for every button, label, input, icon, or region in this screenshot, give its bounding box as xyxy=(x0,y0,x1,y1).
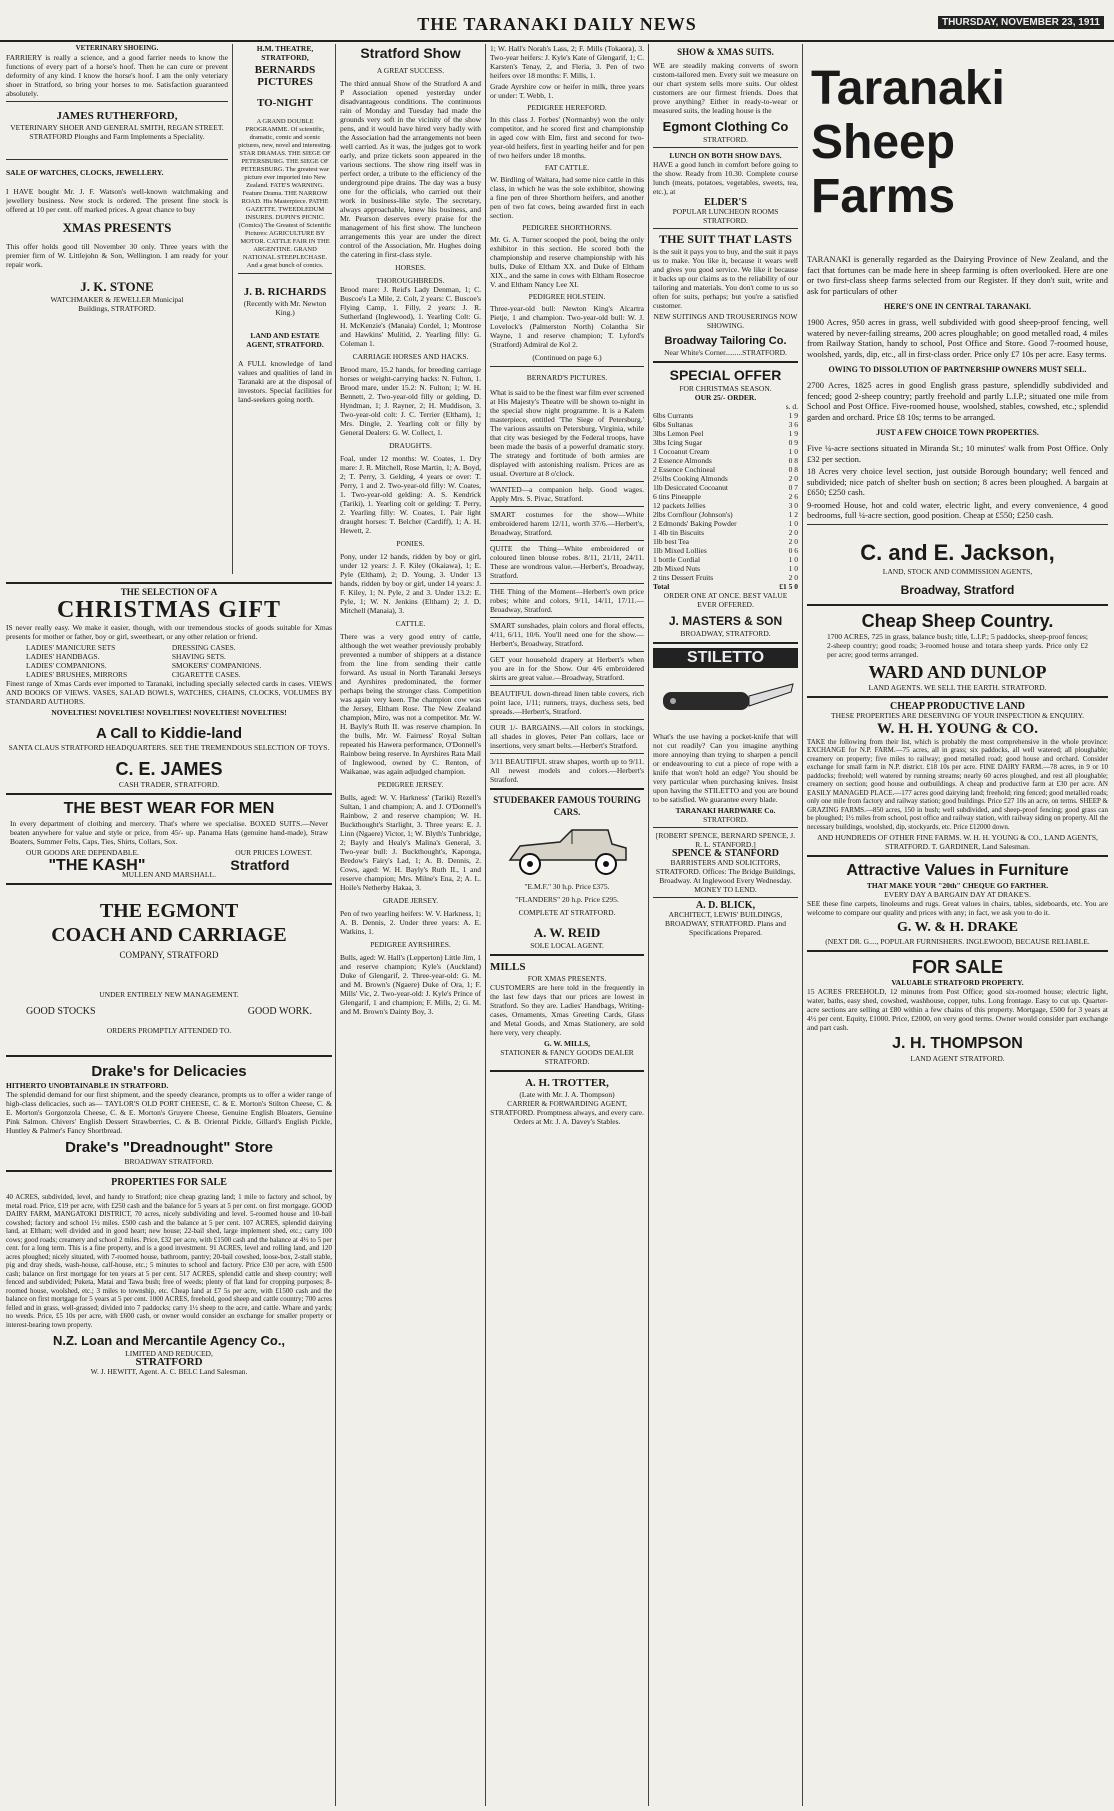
drake-sub: (NEXT DR. G...., POPULAR FURNISHERS. INGLEWOOD, BECAUSE RELIABLE. xyxy=(825,937,1090,946)
watches-heading: SALE OF WATCHES, CLOCKS, JEWELLERY. xyxy=(6,168,164,177)
furniture-heading: Attractive Values in Furniture xyxy=(846,862,1069,879)
spence-pre: [ROBERT SPENCE, BERNARD SPENCE, J. R. L. STANFORD.] xyxy=(655,831,796,849)
complete-at: COMPLETE AT STRATFORD. xyxy=(518,908,616,917)
good-work: GOOD WORK. xyxy=(247,1006,312,1017)
knife-illustration xyxy=(653,670,798,730)
spence-stanford: SPENCE & STANFORD xyxy=(671,848,780,859)
knife-icon xyxy=(653,670,798,730)
hardware-sub: STRATFORD. xyxy=(703,815,748,824)
horses-body: Brood mare: J. Reid's Lady Denman, 1; C. Buscoe's La Mile, 2. Colt, 2 years: C. Buscoe's Flying Camp, 1. Filly, 2 years: J. R. Sutherland (Inglewood), 1. Yearling Colt: G. H. McKenzie's (Manaia) Cordel, 1; Montrose and Hawkins' Mulitid, 2. Yearling filly: G. Coleman 1. xyxy=(340,285,481,348)
grocery-item xyxy=(653,447,798,456)
egmont-clothing: Egmont Clothing Co xyxy=(662,119,789,134)
taranaki-heading: Taranaki xyxy=(811,62,1005,115)
egmont-clothing-sub: STRATFORD. xyxy=(703,135,748,144)
grocery-item xyxy=(653,528,798,537)
grocery-item-name: 2 tins Dessert Fruits xyxy=(653,573,714,582)
grocery-item-price: 2 0 xyxy=(788,573,798,582)
drake-name: G. W. & H. DRAKE xyxy=(897,920,1018,935)
smart-ad: THE Thing of the Moment—Herbert's own price robes; white and colors, 9/11, 14/11, 17/11.—Broadway, Stratford. xyxy=(490,587,644,614)
special-sub: FOR CHRISTMAS SEASON. xyxy=(679,384,772,393)
thompson-name: J. H. THOMPSON xyxy=(892,1035,1023,1052)
grocery-item-price: 0 9 xyxy=(788,438,798,447)
stone-name: J. K. STONE xyxy=(80,279,154,294)
furniture-sub-1: THAT MAKE YOUR "20th" CHEQUE GO FARTHER. xyxy=(866,881,1049,890)
cattle-body: There was a very good entry of cattle, although the wet weather previously probably prevented a number of shippers at a distance from the line from sending their cattle forward. As usual in North Taranaki Jerseys and Ayrshires predominated, the former perhaps being the stronger class. Competition was again very keen. The champion cow was the Jersey, Eltham Rose. The New Zealand champion, Miro, was not a competitor. Mr. W. H. Bayly's Ruth II. was reserve champion. In the bulls, Mr. W. Fairness' Royal Sultan repeated his Hawera performance, O'Donnell's Rainbow being reserve. In Ayrshires Rata Mail of Inglewood, owned by C. Renton, of Waikanae, was again adjudged champion. xyxy=(340,632,481,776)
broadway-address: Near White's Corner.........STRATFORD. xyxy=(664,348,787,357)
xmas-presents-heading: XMAS PRESENTS xyxy=(62,220,172,235)
mills-name: G. W. MILLS, xyxy=(543,1039,591,1048)
goods-dependable: OUR GOODS ARE DEPENDABLE. xyxy=(26,848,139,857)
delicacies-body: The splendid demand for our first shipment, and the speedy clearance, prompts us to offer a wider range of high-class delicacies, such as— TAYLOR'S OLD PORT CHEESE, C. & E. Morton's Stilton Cheese, C. & E. Morton's Gorgonzola Cheese, C. & E. Morton's Gruyere Cheese, Genuine English Bloaters, Genuine Pink Salmon. Chivers' English Dessert Strawberries, C. & B. Oriental Pickle, Gillard's English Pickle, Huntley & Palmer's Fancy Shortbread. xyxy=(6,1090,332,1135)
richards-name: J. B. RICHARDS xyxy=(243,286,327,298)
grocery-item-price: 0 6 xyxy=(788,546,798,555)
new-management: UNDER ENTIRELY NEW MANAGEMENT. xyxy=(99,990,239,999)
mills-sub: FOR XMAS PRESENTS. xyxy=(527,974,607,983)
trotter-sub: (Late with Mr. J. A. Thompson) xyxy=(519,1090,615,1099)
grocery-item-price: 2 0 xyxy=(788,537,798,546)
gift-body: IS never really easy. We make it easier, though, with our tremendous stocks of goods suitable for Xmas presents for mother or father, boy or girl, sweetheart, or any other relation or friend. xyxy=(6,623,332,641)
grade-ayrshire: Grade Ayrshire cow or heifer in milk, three years or under: T. Webb, 1. xyxy=(490,82,644,100)
ward-dunlop: WARD AND DUNLOP xyxy=(868,661,1047,682)
gift-item: DRESSING CASES. xyxy=(171,643,236,652)
grocery-item-name: 1 bottle Cordial xyxy=(653,555,701,564)
grocery-item-price: 1 9 xyxy=(788,411,798,420)
column-rule xyxy=(232,44,233,574)
sheep-farms-heading: Sheep Farms xyxy=(811,116,956,223)
grocery-item-name: 6lbs Currants xyxy=(653,411,694,420)
prices-lowest: OUR PRICES LOWEST. xyxy=(235,848,312,857)
young-body: TAKE the following from their list, which is probably the most comprehensive in the whole province: EXCHANGE for N.P. FARM.—75 acres, all in grass; six paddocks, all well watered; all ploughable; creamery on property; five miles to railway; good metalled road; good house and orchard. Consider exchange for small farm in N.P. district. £18 10s per acre. FINE DAIRY FARM.—78 acres, in 9 or 10 paddocks; freehold; well watered by running streams; nearly 60 acres ploughed, and rest all ploughable; creamery on section; good house and outbuildings. A cheap and productive farm at £30 per acre. AN EASILY MANAGED PLACE.—177 acres good dairying land; freehold; ring fenced; good metalled roads; only one mile from factory and railway station; good buildings. Price £27 10s an acre, on terms. SHEEP & GRAZING FARMS.—850 acres, 150 in bush; well subdivided, and sheep-proof fencing; good grass can be ploughed; 1½ miles from school, post office and railway station, with railway siding on property. All the necessary buildings, woolshed, dip, stockyards, etc. Price £12000 down. xyxy=(807,737,1108,831)
properties-body: 40 ACRES, subdivided, level, and handy to Stratford; nice cheap grazing land; 1 mile to factory and school, by metal road. Price, £19 per acre, with £250 cash and the balance for 5 years at 5 per cent. on first mortgage. GOOD DAIRY FARM, MANGATOKI DISTRICT, 70 acres, nicely subdividing and level. 5-roomed house and 10-bail cowshed; factory and school 1½ miles. £500 cash and the balance at 5 per cent. 107 ACRES, splendid dairying land, at Eltham; well divided and in good heart; new house; 22-bail shed, large implement shed, etc.; carry 100 cows; good roads; creamery and school 2 miles. Price, £32 per acre, with £1500 cash and the balance at 4½ to 5 per cent. for a long term. This is a fine property, and is a good investment. 91 ACRES, level and rolling land, and 120 acres ploughed; nicely situated, with 7-roomed house, bathroom, pantry; 20-bail cowshed, loose-box, 2-stall stable, pig and dray sheds, wash-house, calf-house, etc.; 5 minutes to school and factory. Price £30 per acre, with £500 cash; balance on first mortgage for ten years at 5 per cent. 517 ACRES, splendid cattle and sheep country; well fenced and subdivided; Puketa, Matai and Tawa bush; free of weeds; plenty of flat land for cropping purposes; 8-roomed house, woolshed, etc.; 3 miles to township, etc. Cheap land at £7 5s per acre, with £1500 cash and the balance on first mortgage for 5 years at 5 per cent. 1000 ACRES, freehold, good sheep and cattle country; 700 acres felled and in grass, well-grassed; divided into 7 paddocks; carry 1½ sheep to the acre, and cattle. Whare and yards; no weeds. Price, £5 10s per acre, with £600 cash, or owner would consider an exchange for smaller property or interest-bearing town property. xyxy=(6,1193,332,1329)
thoroughbreds-heading: THOROUGHBREDS. xyxy=(376,276,445,285)
nz-agents: W. J. HEWITT, Agent. A. C. BELC Land Salesman. xyxy=(90,1367,248,1376)
for-sale: FOR SALE xyxy=(911,957,1003,977)
column-5 xyxy=(653,44,798,1806)
young-footer: AND HUNDREDS OF OTHER FINE FARMS. W. H. H. YOUNG & CO., LAND AGENTS, STRATFORD. T. GARDINER, Land Salesman. xyxy=(817,833,1098,851)
spence-sub: BARRISTERS AND SOLICITORS, STRATFORD. Offices: The Bridge Buildings, Broadway. At Inglewood Every Wednesday. MONEY TO LEND. xyxy=(655,858,796,894)
best-wear-body: In every department of clothing and mercery. That's where we specialise. BOXED SUITS.—Never beaten anywhere for value and style or price, from 45/- up. Panama Hats (genuine hand-made), Straw Boaters, Summer Felts, Caps, Ties, Shirts, Collars, Sox. xyxy=(10,819,328,846)
grade-jersey-heading: GRADE JERSEY. xyxy=(382,896,439,905)
kash-stratford: Stratford xyxy=(230,857,290,873)
column-rule xyxy=(335,44,336,1806)
hardware-name: TARANAKI HARDWARE Co. xyxy=(675,806,776,815)
studebaker-heading: STUDEBAKER FAMOUS TOURING CARS. xyxy=(493,795,641,817)
grocery-item xyxy=(653,564,798,573)
col4-top-body: 1; W. Hall's Norah's Lass, 2; F. Mills (Tokaora), 3. Two-year heifers: J. Kyle's Kate of Glengarif, 1; C. Karsten's Tenay, 2, and Fleria, 3. Pen of two heifers over 18 months: F. Mills, 1. xyxy=(490,44,644,80)
column-1 xyxy=(6,44,228,574)
grocery-item xyxy=(653,483,798,492)
stiletto-heading: STILETTO xyxy=(653,648,798,668)
show-xmas-suits: SHOW & XMAS SUITS. xyxy=(677,47,774,57)
masters-address: BROADWAY, STRATFORD. xyxy=(680,629,771,638)
ce-james: C. E. JAMES xyxy=(115,759,223,779)
grocery-item xyxy=(653,555,798,564)
column-rule xyxy=(485,44,486,1806)
smart-ad: QUITE the Thing—White embroidered or coloured linen blouse robes. 8/11, 21/11, 24/11. These are wondrous value.—Herbert's, Broadway, Stratford. xyxy=(490,544,644,580)
special-offer: SPECIAL OFFER xyxy=(669,367,782,383)
jackson-name: C. and E. Jackson, xyxy=(860,539,1055,565)
mills-heading: MILLS xyxy=(490,961,526,973)
grocery-item-name: 1 Cocoanut Cream xyxy=(653,447,710,456)
land-estate-agent: LAND AND ESTATE AGENT, STRATFORD. xyxy=(246,331,324,349)
nz-stratford: STRATFORD xyxy=(135,1356,203,1368)
town-1: Five ¼-acre sections situated in Miranda St.; 10 minutes' walk from Post Office. Only £32 per section. xyxy=(807,443,1108,464)
nz-loan-heading: N.Z. Loan and Mercantile Agency Co., xyxy=(52,1333,286,1348)
grocery-item xyxy=(653,411,798,420)
column-rule xyxy=(802,44,803,1806)
cattle-heading: CATTLE. xyxy=(395,619,426,628)
jersey-body: Bulls, aged: W. V. Harkness' (Tariki) Rezell's Sultan, 1 and champion; A. and J. O'Donnell's Rainbow, 2 and reserve champion; W. H. Buckthought's Starlight, 3. Three years: E. J. Linn (Ngaere) Victor, 1; W. Blyth's Tunbridge, 2; Bayly and Healy's Malina's General, 3. Two-year bull: J. Buckthought's, Kaponga, Bredow's Fairy's Lad, 1; A. B. Dennis, 2. Cows, aged: W. H. Bayly's Ruth II., 1 and reserve champion; Mrs. Milne's Ena, 2; A. L. Hoile's Netherby Hakaa, 3. xyxy=(340,793,481,892)
grocery-item-name: 1lb Mixed Lollies xyxy=(653,546,707,555)
pedigree-jersey-heading: PEDIGREE JERSEY. xyxy=(377,780,444,789)
ce-james-sub: CASH TRADER, STRATFORD. xyxy=(118,780,220,789)
grocery-item-name: 3lbs Icing Sugar xyxy=(653,438,703,447)
rutherford-name: JAMES RUTHERFORD, xyxy=(56,110,178,122)
flanders-price: "FLANDERS" 20 h.p. Price £295. xyxy=(515,895,619,904)
ward-dunlop-sub: LAND AGENTS. WE SELL THE EARTH. STRATFORD. xyxy=(868,682,1047,692)
grocery-item-name: 12 packets Jellies xyxy=(653,501,706,510)
valuable-property: VALUABLE STRATFORD PROPERTY. xyxy=(891,978,1024,987)
kash-row xyxy=(6,857,332,874)
gift-items xyxy=(6,643,332,679)
vet-shoeing-heading: VETERINARY SHOEING. xyxy=(75,44,159,52)
watches-body: I HAVE bought Mr. J. F. Watson's well-known watchmaking and jewellery business. New stock is ordered. The present fine stock is offered at 10 per cent. off marked prices. A great chance to buy xyxy=(6,187,228,214)
smart-ad: 3/11 BEAUTIFUL straw shapes, worth up to 9/11. All newest models and colors.—Herbert's Stratford. xyxy=(490,757,644,784)
jackson-sub: LAND, STOCK AND COMMISSION AGENTS, xyxy=(882,566,1033,576)
grocery-item xyxy=(653,573,798,582)
suits-body: WE are steadily making converts of sworn custom-tailored men. Every suit we measure on our chart system sells more suits. Our oldest customers are our firmest friends. Does that prove anything? Either in ready-to-wear or measured suits, the leading house is the xyxy=(653,61,798,115)
column-6 xyxy=(807,44,1108,1806)
kiddie-land-sub: SANTA CLAUS STRATFORD HEADQUARTERS. SEE THE TREMENDOUS SELECTION OF TOYS. xyxy=(8,743,330,752)
elders-sub: POPULAR LUNCHEON ROOMS STRATFORD. xyxy=(672,207,779,225)
bernards-pictures-body: What is said to be the finest war film ever screened at His Majesty's Theatre will be shown to-night in the special show night programme. It is a Kalem masterpiece, entitled 'The Siege of Petersburg.' The various assaults on Petersburg, Virginia, while that city was besieged by the Federal troops, have been made the basis of a powerful dramatic story. The strategy and fortitude of both armies are displayed with astonishing realism. Prices are as usual. Overture at 8 o'clock. xyxy=(490,388,644,478)
lunch-heading: LUNCH ON BOTH SHOW DAYS. xyxy=(669,151,782,160)
car-illustration xyxy=(500,822,634,878)
suit-that-lasts-body: is the suit it pays you to buy, and the suit it pays us to make. You like it, because it wears well and gives you good service. We like it because it backs up our claims as to the reliability of our tailoring and materials. You don't come to us so often for suits, perhaps; but you're a satisfied customer. xyxy=(653,247,798,310)
carriage-body: Brood mare, 15.2 hands, for breeding carriage horses or weight-carrying hacks: N. Fulton, 1. Brood mare, under 15.2: N. Fulton; 1; W. H. Bennett, 2. Two-year-old filly or gelding, D. Hyndman, 1; J. Rayner, 2; H. Muddison, 3. Two-year-old colt: J. C. Terrier (Eltham), 1; Mrs. Dingle, 2. Yearling colt or filly by General Dealers: G. W. Collect, 1. xyxy=(340,365,481,437)
broadway-tailoring: Broadway Tailoring Co. xyxy=(664,335,787,347)
reid-sub: SOLE LOCAL AGENT. xyxy=(530,941,604,950)
town-3: 9-roomed House, hot and cold water, electric light, and every convenience, 4 good bedrooms, full ¼-acre section, good position. Cheap at £550; £250 cash. xyxy=(807,499,1108,520)
grocery-item xyxy=(653,546,798,555)
mills-body: CUSTOMERS are here told in the frequently in the last few days that our prices are lowest in Stratford. So they are. Ladies' Handbags, Writing-cases, Ornaments, Xmas Greeting Cards, Glass and Metal Goods, and Xmas Stationery, are sold here very, very cheaply. xyxy=(490,983,644,1037)
smart-ad: OUR 1/- BARGAINS.—All colors in stockings, all shades in gloves, Peter Pan collars, lace or insertions, very smart belts.—Herbert's Stratford. xyxy=(490,723,644,750)
gift-item: LADIES' COMPANIONS. xyxy=(26,661,107,670)
drakes-delicacies: Drake's for Delicacies xyxy=(91,1063,247,1080)
grocery-item-price: 0 7 xyxy=(788,483,798,492)
grocery-item xyxy=(653,438,798,447)
grocery-item xyxy=(653,537,798,546)
bernards-pictures-heading: BERNARD'S PICTURES. xyxy=(526,373,608,382)
masthead xyxy=(0,0,1114,42)
ponies-heading: PONIES. xyxy=(396,539,425,548)
grocery-item xyxy=(653,492,798,501)
grocery-item xyxy=(653,510,798,519)
draughts-heading: DRAUGHTS. xyxy=(389,441,432,450)
stocks-work xyxy=(6,999,332,1016)
kiddie-land-heading: A Call to Kiddie-land xyxy=(95,725,243,742)
grocery-item-price: 1 0 xyxy=(788,564,798,573)
ayrshire-body: Bulls, aged: W. Hall's (Lepperton) Little Jim, 1 and reserve champion; Kyle's (Auckland) Duke of Glengarif, 2. Three-year-old: G. M. and M. Brown's (Ngaere) Duke of Ora, 1; F. Mills' Vic, 2. Two-year-old: J. Kyle's Prince of Glengarif, 1 and champion; F. Mills, 2; G. M. and M. Brown's Dainty Boy, 3. xyxy=(340,953,481,1016)
thompson-sub: LAND AGENT STRATFORD. xyxy=(910,1054,1005,1063)
blick-sub: ARCHITECT, LEWIS' BUILDINGS, BROADWAY, STRATFORD. Plans and Specifications Prepared. xyxy=(664,910,787,937)
farm-1: 1900 Acres, 950 acres in grass, well subdivided with good sheep-proof fencing, well watered by never-failing streams, 200 acres ploughable; on good metalled road, 4 miles from Railway Station, handy to school, Post Office and Store. Good 7-roomed house, woolshed, yards, dip, etc., all in first-class order. Price only £7 10s per acre. Easy terms. xyxy=(807,317,1108,359)
smart-ad: SMART costumes for the show—White embroidered harem 12/11, worth 37/6.—Herbert's, Broadway, Stratford. xyxy=(490,510,644,537)
ponies-body: Pony, under 12 hands, ridden by boy or girl, under 12 years: J. F. Kiley (Okaiawa), 1; E. Pyle (Eltham), 2; D. Young, 3. Under 13 hands, ridden by boy or girl, under 14 years: J. F. Kiley, 1; N. Pyle, 2 and 3. Under 13.2: E. Pyle, 1; W. N. Jenkins (Eltham) 2; J. D. Mitchell (Manaia), 3. xyxy=(340,552,481,615)
grocery-header: s. d. xyxy=(785,402,798,411)
selection-heading: THE SELECTION OF A xyxy=(120,587,218,597)
column-2 xyxy=(238,44,332,574)
wanted-ad: WANTED—a companion help. Good wages. Apply Mrs. S. Pivac, Stratford. xyxy=(490,485,644,503)
jackson-address: Broadway, Stratford xyxy=(900,582,1015,597)
furniture-sub-2: EVERY DAY A BARGAIN DAY AT DRAKE'S. xyxy=(884,890,1031,899)
cheap-land: CHEAP PRODUCTIVE LAND xyxy=(889,700,1025,712)
grocery-item xyxy=(653,465,798,474)
fat-cattle-heading: FAT CATTLE. xyxy=(544,163,590,172)
smart-ad: BEAUTIFUL down-thread linen table covers, rich point lace, 1/11; runners, trays, duchess sets, bed spreads.—Herbert's, Stratford. xyxy=(490,689,644,716)
gift-item: LADIES' BRUSHES, MIRRORS xyxy=(26,670,128,679)
for-sale-body: 15 ACRES FREEHOLD, 12 minutes from Post Office; good six-roomed house; electric light, water, baths, easy shed, cowshed, washhouse, copper, tubs. Long frontage. Easy to cut up. Quarter-acre sections are selling at £80 within a few chains of this property. Mortgage, £500 for 3 years at 4½ per cent. Equity, £1000. Price, £2000, on very good terms. Owner would consider part exchange and part cash. xyxy=(807,987,1108,1032)
grocery-item-price: 3 0 xyxy=(788,501,798,510)
kash-sub: MULLEN AND MARSHALL. xyxy=(122,870,216,879)
masters-name: J. MASTERS & SON xyxy=(668,614,783,628)
horses-heading: HORSES. xyxy=(395,263,426,272)
grocery-item xyxy=(653,501,798,510)
hereford-heading: PEDIGREE HEREFORD. xyxy=(527,103,607,112)
smart-ad: GET your household drapery at Herbert's when you are in for the Show. Our 4/6 embroidered skirts are great value.—Broadway, Stratford. xyxy=(490,655,644,682)
grocery-item-name: 2 Essence Almonds xyxy=(653,456,712,465)
furniture-body: SEE these fine carpets, linoleums and rugs. Great values in chairs, tables, sideboards, etc. You are welcome to compare our quality and prices with any; in fact, we ask you to do it. xyxy=(807,899,1108,917)
bottom-left-block xyxy=(6,578,332,1804)
grocery-item-name: 2 Edmonds' Baking Powder xyxy=(653,519,737,528)
grocery-item xyxy=(653,456,798,465)
grocery-item-name: 1 4lb tin Biscuits xyxy=(653,528,705,537)
grocery-item-price: 2 0 xyxy=(788,528,798,537)
grocery-item-name: 6 tins Pineapple xyxy=(653,492,701,501)
grocery-item-name: 1lb Desiccated Cocoanut xyxy=(653,483,728,492)
gift-item: LADIES' HANDBAGS. xyxy=(26,652,100,661)
grocery-item xyxy=(653,429,798,438)
order-note: ORDER ONE AT ONCE. BEST VALUE EVER OFFERED. xyxy=(663,591,788,609)
egmont-coach-3: COMPANY, STRATFORD xyxy=(119,950,219,960)
dreadnought-sub: BROADWAY STRATFORD. xyxy=(124,1157,214,1166)
draughts-body: Foal, under 12 months: W. Coates, 1. Dry mare: J. R. Mitchell, Rose Martin, 1; A. Boyd, 2; T. Perry, 3. Gelding, 4 years or over: T. Perry, 1 and 2. Two-year-old filly: W. Coates, 1. Two-year-old gelding: A. S. Kendrick (Tariki), 1. Yearling colt or gelding: T. Perry, 2. Yearling filly: W. Coates, 1. Pair light draught horses: T. Belcher (Cardiff), 1; A. H. Hewett, 2. xyxy=(340,454,481,535)
holstein-heading: PEDIGREE HOLSTEIN. xyxy=(528,292,606,301)
carriage-heading: CARRIAGE HORSES AND HACKS. xyxy=(352,352,469,361)
tonight: TO-NIGHT xyxy=(256,97,314,109)
suit-that-lasts: THE SUIT THAT LASTS xyxy=(659,232,792,246)
grocery-item-price: 1 0 xyxy=(788,519,798,528)
goods-prices xyxy=(6,848,332,857)
gift-item: CIGARETTE CASES. xyxy=(171,670,241,679)
christmas-gift-heading: CHRISTMAS GIFT xyxy=(56,597,282,623)
mills-address: STATIONER & FANCY GOODS DEALER STRATFORD. xyxy=(500,1048,634,1066)
column-4 xyxy=(490,44,644,1806)
egmont-coach-1: THE EGMONT xyxy=(99,900,239,922)
gift-item: SHAVING SETS. xyxy=(171,652,226,661)
blick-name: A. D. BLICK, xyxy=(695,900,756,911)
grocery-item-name: 2 Essence Cochineal xyxy=(653,465,716,474)
show-body: The third annual Show of the Stratford A and P Association opened yesterday under disadvantageous conditions. The continuous rain of Monday and Tuesday had made the grounds very soft in the vicinity of the show pens, and it would have hired very badly with the Association had the arrangements not been well carried. As it was, the judges got to work early, and prize tickets soon appeared in the various sections. The show ring itself was in perfect order, a tribute to the efficiency of the underground pipe drains. The day was a busy one for the officials, who carried out their work in business-like style. The secretary, always approachable, knew his business, and Mr. Pearson deserves every praise for the management of his first show. The luncheon arrangements this year are under the direct control of the Association, Mr. Hughes doing the catering in first-class style. xyxy=(340,79,481,259)
grocery-item-price: 3 6 xyxy=(788,420,798,429)
dissolution: OWING TO DISSOLUTION OF PARTNERSHIP OWNERS MUST SELL. xyxy=(828,365,1087,374)
grocery-list xyxy=(653,411,798,582)
richards-sub: (Recently with Mr. Newton King.) xyxy=(243,299,327,317)
hereford-body: In this class J. Forbes' (Normanby) won the only competitor, and he scored first and championship in aged cow with Elm, first and second for two-year-old heifers, first in yearling heifer and for pen of two heifers under 18 months. xyxy=(490,115,644,160)
grocery-item-price: 1 9 xyxy=(788,429,798,438)
grocery-item-name: 2½lbs Cooking Almonds xyxy=(653,474,728,483)
town-properties: JUST A FEW CHOICE TOWN PROPERTIES. xyxy=(876,428,1039,437)
good-stocks: GOOD STOCKS xyxy=(26,1006,96,1017)
lunch-body: HAVE a good lunch in comfort before going to the show. Ready from 10.30. Complete course lunch (meats, potatoes, vegetables, sweets, tea, etc.), at xyxy=(653,160,798,196)
rutherford-body: VETERINARY SHOER AND GENERAL SMITH, REGAN STREET. STRATFORD Ploughs and Farm Implements a Speciality. xyxy=(10,123,224,141)
order-line: OUR 25/- ORDER. xyxy=(694,393,757,402)
cheap-sheep-body: 1700 ACRES, 725 in grass, balance bush; title, L.I.P.; 5 paddocks, sheep-proof fences; 2-sheep country; good roads; 3-roomed house and totara sheep yards. Price only £2 per acre; good terms arranged. xyxy=(827,631,1088,659)
vet-shoeing-body: FARRIERY is really a science, and a good farrier needs to know the functions of every part of a horse's hoof. Then he can cure or prevent deformity of any kind. I know the horse's hoof. I am the only veteriary shoer in Stratford, so bring your horses to me. Satisfaction guaranteed absolutely. xyxy=(6,53,228,98)
elders-name: ELDER'S xyxy=(704,197,747,208)
gift-item: SMOKERS' COMPANIONS. xyxy=(171,661,262,670)
bernards-pictures: BERNARDS PICTURES xyxy=(254,64,316,88)
taranaki-intro: TARANAKI is generally regarded as the Dairying Province of New Zealand, and the fact that fortunes can be made here in sheep farming is often overlooked. Here are one or two first-class sheep farms selected from our Register. If they don't suit, write and ask for particulars of other xyxy=(807,254,1108,296)
grocery-item-price: 1 0 xyxy=(788,555,798,564)
grocery-item-price: 2 6 xyxy=(788,492,798,501)
xmas-presents-body: This offer holds good till November 30 only. Three years with the premier firm of W. Littlejohn & Son, Wellington. I am ready for your repair work. xyxy=(6,242,228,269)
grocery-item-price: 0 8 xyxy=(788,456,798,465)
best-wear-heading: THE BEST WEAR FOR MEN xyxy=(63,800,275,817)
cheap-sheep: Cheap Sheep Country. xyxy=(861,610,1054,631)
newspaper-title: THE TARANAKI DAILY NEWS xyxy=(417,14,697,34)
stratford-show-heading: Stratford Show xyxy=(360,45,461,61)
gift-body-2: Finest range of Xmas Cards ever imported to Taranaki, including specially selected cards in cases. VIEWS AND BOOKS OF VIEWS. VASES, SALAD BOWLS, WATCHES, CHAINS, CLOCKS, VOLUMES BY STANDARD AUTHORS. xyxy=(6,679,332,706)
cheap-land-sub: THESE PROPERTIES ARE DESERVING OF YOUR INSPECTION & ENQUIRY. xyxy=(831,710,1084,720)
grocery-item-price: 0 8 xyxy=(788,465,798,474)
grocery-item xyxy=(653,420,798,429)
reid-name: A. W. REID xyxy=(533,925,601,940)
grocery-item-name: 2lbs Cornflour (Johnson's) xyxy=(653,510,733,519)
car-icon xyxy=(500,822,634,878)
here-one: HERE'S ONE IN CENTRAL TARANAKI. xyxy=(883,302,1032,311)
nz-limited: LIMITED AND REDUCED, xyxy=(125,1349,213,1358)
grocery-total xyxy=(653,582,798,591)
fat-cattle-body: W. Birdling of Waitara, had some nice cattle in this class, in which he was the sole exhibitor, showing a fine pen of three Shorthorn heifers, and another pen of two fat cows, being awarded first in each section. xyxy=(490,175,644,220)
holstein-body: Three-year-old bull: Newton King's Alcartra Pietje, 1 and champion. Two-year-old bull: W. J. Lovelock's (Palmerston North) Colantha Sir Wayne, 1 and reserve champion; T. Lyford's (Stratford) Admiral de Kol 2. xyxy=(490,304,644,349)
grocery-item-name: 3lbs Lemon Peel xyxy=(653,429,704,438)
properties-heading: PROPERTIES FOR SALE xyxy=(111,1177,227,1188)
the-kash: "THE KASH" xyxy=(48,857,146,874)
grocery-item-name: 6lbs Sultanas xyxy=(653,420,693,429)
grocery-item-price: 1 2 xyxy=(788,510,798,519)
column-3 xyxy=(340,44,481,1806)
new-suitings: NEW SUITINGS AND TROUSERINGS NOW SHOWING. xyxy=(653,312,798,330)
shorthorns-heading: PEDIGREE SHORTHORNS. xyxy=(522,223,612,232)
young-name: W. H. H. YOUNG & CO. xyxy=(877,720,1038,737)
grocery-item-name: 1lb best Tea xyxy=(653,537,689,546)
programme-text: A GRAND DOUBLE PROGRAMME. Of scientific, dramatic, comic and scenic pictures, new, novel and interesting. STAR DRAMAS. THE SIEGE OF PETERSBURG. THE SIEGE OF PETERSBURG. The greatest war picture ever imported into New Zealand. FATE'S WARNING. Feature Drama. THE NARROW ROAD. His Masterpiece. PATHE GAZETTE. TWEEDLEDUM INSURES. DUPIN'S PICNIC. (Comics) The Greatest of Scientific Pictures: AGRICULTURE BY MOTOR. CATTLE FAIR IN THE ARGENTINE. GRAND NATIONAL STEEPLECHASE. And a great bunch of comics. xyxy=(238,118,332,269)
issue-date: THURSDAY, NOVEMBER 23, 1911 xyxy=(938,16,1104,29)
richards-body: A FULL knowledge of land values and qualities of land in Taranaki are at the disposal of investors. Special facilities for land-seekers going north. xyxy=(238,359,332,404)
stiletto-body: What's the use having a pocket-knife that will not cut readily? Can you imagine anything more annoying than trying to sharpen a pencil or endeavouring to cut a piece of rope with a knife that won't hold an edge? You should be very particular when purchasing knives. Insist upon having the STILETTO and you are bound to be satisfied. We guarantee every blade. xyxy=(653,732,798,804)
hitherto: HITHERTO UNOBTAINABLE IN STRATFORD. xyxy=(6,1081,169,1090)
shorthorns-body: Mr. G. A. Turner scooped the pool, being the only exhibitor in this section. He scored both the championship and reserve championship with his bulls, Duke of Eltham XX. and Duke of Eltham XIX., and the same in cows with Eltham Rosecroe V. and Eltham Nancy Lee XI. xyxy=(490,235,644,289)
farm-2: 2700 Acres, 1825 acres in good English grass pasture, splendidly subdivided and fenced; good 2-sheep country; partly freehold and partly L.I.P.; situated one mile from School and Post Office. Five-roomed house, woolshed, stables, cowshed, etc.; splendid garden and orchard. Price £8 10s; terms to be arranged. xyxy=(807,380,1108,422)
stone-address: WATCHMAKER & JEWELLER Municipal Buildings, STRATFORD. xyxy=(50,295,184,313)
total-value: £1 5 0 xyxy=(779,582,798,591)
total-label: Total xyxy=(653,582,670,591)
smart-ad: SMART sunshades, plain colors and floral effects, 4/11, 6/11, 10/6. You'll need one for the show.—Herbert's, Broadway, Stratford. xyxy=(490,621,644,648)
ayrshire-heading: PEDIGREE AYRSHIRES. xyxy=(370,940,451,949)
column-rule xyxy=(648,44,649,1806)
grocery-item xyxy=(653,519,798,528)
grocery-item-name: 2lb Mixed Nuts xyxy=(653,564,701,573)
gift-item: LADIES' MANICURE SETS xyxy=(26,643,116,652)
theatre-heading: H.M. THEATRE, STRATFORD, xyxy=(256,44,314,62)
novelties-line: NOVELTIES! NOVELTIES! NOVELTIES! NOVELTIES! NOVELTIES! xyxy=(51,708,287,717)
show-subheading: A GREAT SUCCESS. xyxy=(376,66,445,75)
orders-prompt: ORDERS PROMPTLY ATTENDED TO. xyxy=(106,1026,232,1035)
trotter-name: A. H. TROTTER, xyxy=(525,1077,609,1089)
town-2: 18 Acres very choice level section, just outside Borough boundary; well fenced and subdivided; nice patch of shelter bush on section; 8 acres been ploughed. A bargain at £650; £250 cash. xyxy=(807,466,1108,497)
grade-body: Pen of two yearling heifers: W. V. Harkness, 1; A. B. Dennis, 2. Under three years: A. E. Watkins, 1. xyxy=(340,909,481,936)
egmont-coach-2: COACH AND CARRIAGE xyxy=(51,924,287,946)
continued-note: (Continued on page 6.) xyxy=(532,353,602,362)
trotter-body: CARRIER & FORWARDING AGENT, STRATFORD. Promptness always, and every care. Orders at Mr. J. A. Davey's Stables. xyxy=(490,1099,644,1126)
grocery-item-price: 1 0 xyxy=(788,447,798,456)
emf-price: "E.M.F." 30 h.p. Price £375. xyxy=(524,882,610,891)
dreadnought-store: Drake's "Dreadnought" Store xyxy=(65,1139,273,1156)
grocery-item-price: 2 0 xyxy=(788,474,798,483)
grocery-item xyxy=(653,474,798,483)
